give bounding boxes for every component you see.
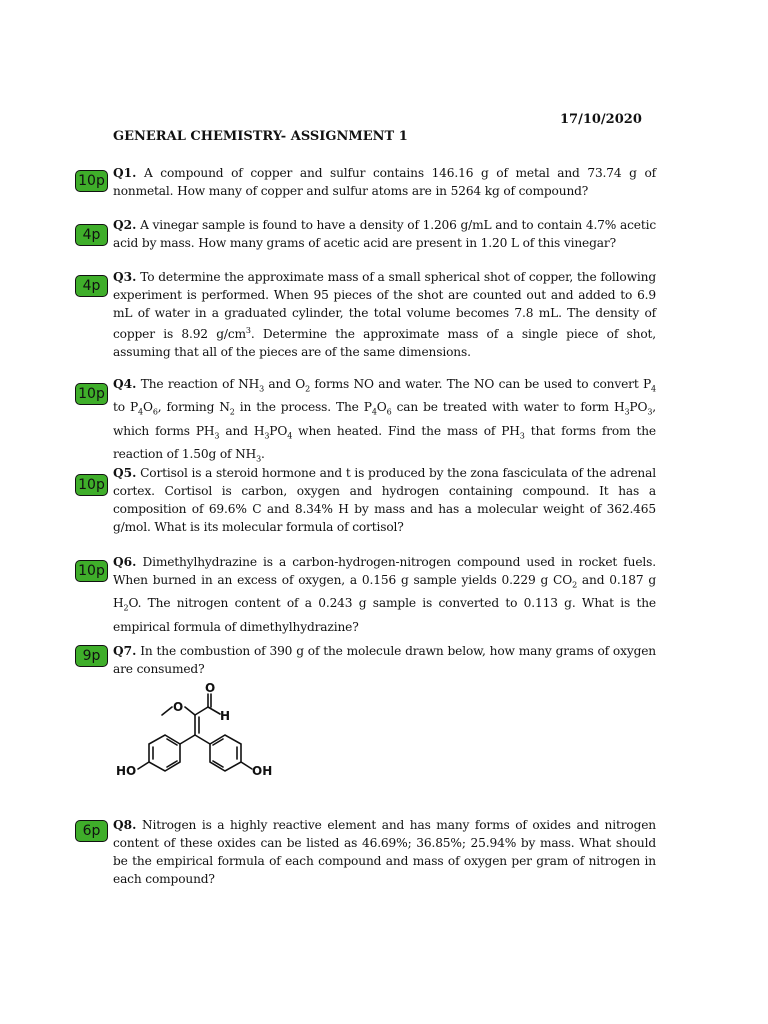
subscript: 3 (624, 407, 630, 417)
question-q8: Q8. Nitrogen is a highly reactive element and has many forms of oxides and nitrogen content of these oxides can be listed as 46.69%; 36.85%; 25.94% by mass. What should be the empirical formula of each compound and mass of oxygen per gram of nitrogen in each compound? (113, 818, 656, 886)
assignment-title: GENERAL CHEMISTRY- ASSIGNMENT 1 (113, 129, 408, 144)
subscript: 3 (256, 454, 262, 464)
question-q7: Q7. In the combustion of 390 g of the molecule drawn below, how many grams of oxygen are consumed? (113, 644, 656, 676)
question-q2: Q2. A vinegar sample is found to have a density of 1.206 g/mL and to contain 4.7% acetic acid by mass. How many grams of acetic acid are present in 1.20 L of this vinegar? (113, 218, 656, 250)
question-q6: Q6. Dimethylhydrazine is a carbon-hydrogen-nitrogen compound used in rocket fuels. When burned in an excess of oxygen, a 0.156 g sample yields 0.229 g $CO_2$ and 0.187 g $H_2O$. The nitrogen content of a 0.243 g sample is converted to 0.113 g. What is the empirical formula of dimethylhydrazine? (113, 555, 656, 634)
atom-h-aldehyde: H (220, 709, 231, 723)
points-badge-q3: 4p (75, 275, 108, 297)
subscript: 2 (229, 407, 235, 417)
points-badge-q2: 4p (75, 224, 108, 246)
subscript: 4 (287, 431, 293, 441)
question-q1: Q1. A compound of copper and sulfur contains 146.16 g of metal and 73.74 g of nonmetal. How many of copper and sulfur atoms are in 5264 kg of compound? (113, 166, 656, 198)
atom-ho-left: HO (116, 764, 137, 778)
atom-o-aldehyde: O (205, 681, 216, 695)
question-q5: Q5. Cortisol is a steroid hormone and t is produced by the zona fasciculata of the adrenal cortex. Cortisol is carbon, oxygen and hydrogen containing compound. It has a composition of 69.6% C and 8.34% H by mass and has a molecular weight of 362.465 g/mol. What is its molecular formula of cortisol? (113, 466, 656, 534)
assignment-date: 17/10/2020 (560, 112, 642, 127)
question-label: Q4. (113, 377, 137, 391)
points-badge-q6: 10p (75, 560, 108, 582)
question-label: Q7. (113, 644, 137, 658)
question-label: Q5. (113, 466, 137, 480)
subscript: 2 (572, 580, 578, 590)
subscript: 3 (519, 431, 525, 441)
question-q3: Q3. To determine the approximate mass of a small spherical shot of copper, the following experiment is performed. When 95 pieces of the shot are counted out and added to 6.9 mL of water in a graduated cylinder, the total volume becomes 7.8 mL. The density of copper is 8.92 $g/cm^3$. Determine the approximate mass of a single piece of shot, assuming that all of the pieces are of the same dimensions. (113, 270, 656, 360)
subscript: 2 (123, 603, 129, 613)
molecule-structure (110, 678, 280, 788)
question-label: Q6. (113, 555, 137, 569)
atom-oh-right: OH (252, 764, 273, 778)
points-badge-q4: 10p (75, 383, 108, 405)
subscript: 3 (647, 407, 653, 417)
points-badge-q7: 9p (75, 645, 108, 667)
subscript: 3 (214, 431, 220, 441)
points-badge-q8: 6p (75, 820, 108, 842)
points-badge-q5: 10p (75, 474, 108, 496)
subscript: 6 (386, 407, 392, 417)
points-badge-q1: 10p (75, 170, 108, 192)
subscript: 4 (651, 384, 656, 394)
subscript: 3 (264, 431, 270, 441)
subscript: 2 (305, 384, 311, 394)
question-label: Q8. (113, 818, 137, 832)
atom-o-ether: O (173, 700, 184, 714)
subscript: 4 (138, 407, 143, 417)
question-label: Q1. (113, 166, 137, 180)
question-label: Q2. (113, 218, 137, 232)
subscript: 4 (371, 407, 377, 417)
question-q4: Q4. The reaction of $NH_3$ and $O_2$ forms NO and water. The NO can be used to convert $P_4$ to $P_4O_6$, forming $N_2$ in the process. The $P_4O_6$ can be treated with water to form $H_3PO_3$, which forms $PH_3$ and $H_3PO_4$ when heated. Find the mass of $PH_3$ that forms from the reaction of 1.50g of $NH_3$. (113, 377, 657, 464)
subscript: 6 (152, 407, 158, 417)
superscript: 3 (245, 326, 251, 335)
subscript: 3 (259, 384, 265, 394)
question-label: Q3. (113, 270, 137, 284)
